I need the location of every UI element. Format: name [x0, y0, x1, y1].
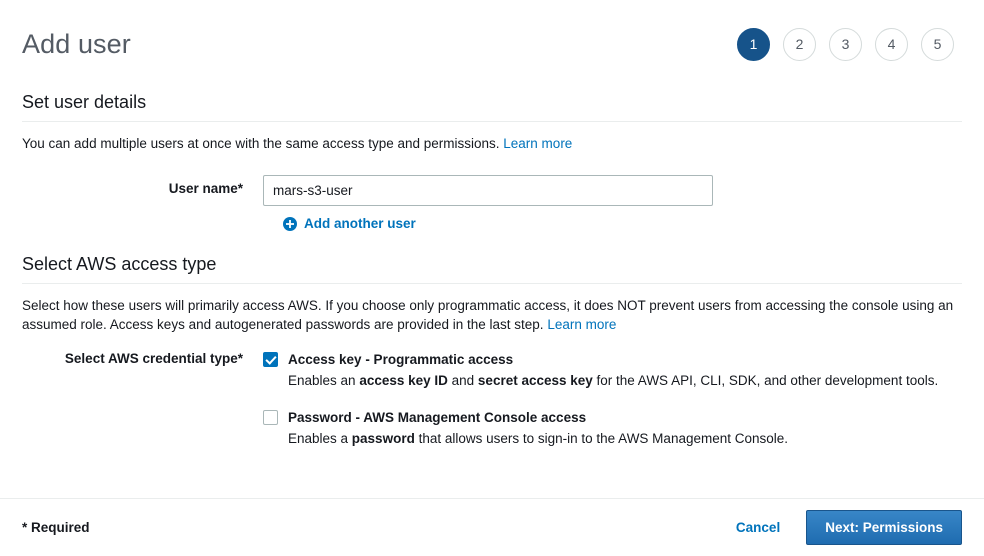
- select-access-type-title: Select AWS access type: [22, 253, 217, 274]
- username-input[interactable]: [263, 175, 713, 206]
- required-note: * Required: [22, 520, 90, 535]
- wizard-steps: [737, 28, 954, 61]
- username-row: [22, 175, 962, 206]
- select-access-type-section: [0, 254, 984, 466]
- divider: [22, 283, 962, 284]
- set-user-details-section: [0, 92, 984, 234]
- programmatic-access-title: Access key - Programmatic access: [288, 351, 514, 367]
- programmatic-access-text: [288, 350, 938, 390]
- set-user-details-title: Set user details: [22, 92, 147, 112]
- console-access-text: [288, 408, 788, 448]
- desc-bold-2: secret access key: [477, 372, 593, 388]
- desc-bold-1: access key ID: [359, 372, 448, 388]
- desc-bold-1: password: [351, 430, 415, 446]
- console-access-description: [288, 429, 788, 448]
- credential-type-label: Select AWS credential type*: [64, 350, 243, 366]
- wizard-step-5[interactable]: 5: [921, 28, 954, 61]
- desc-part-1: Enables an: [288, 372, 360, 388]
- page-footer: [0, 498, 984, 556]
- access-type-description: [22, 296, 962, 334]
- cancel-button[interactable]: Cancel: [732, 514, 784, 541]
- wizard-step-1[interactable]: 1: [737, 28, 770, 61]
- console-access-checkbox[interactable]: [263, 410, 278, 425]
- wizard-step-4[interactable]: 4: [875, 28, 908, 61]
- desc-part-1: Enables a: [288, 430, 352, 446]
- desc-part-3: for the AWS API, CLI, SDK, and other development tools.: [592, 372, 939, 388]
- credential-type-block: [22, 350, 962, 466]
- bottom-strip: [0, 552, 984, 556]
- access-type-description-line1: Select how these users will primarily access AWS. If you choose only programmatic access, it does NOT prevent users from accessing the console using: [22, 297, 935, 313]
- footer-actions: [732, 510, 962, 545]
- programmatic-access-checkbox[interactable]: [263, 352, 278, 367]
- console-access-title: Password - AWS Management Console access: [288, 409, 587, 425]
- desc-part-2: that allows users to sign-in to the AWS Management Console.: [414, 430, 789, 446]
- plus-circle-icon: [283, 217, 297, 231]
- page-header: [0, 0, 984, 72]
- programmatic-access-description: [288, 371, 938, 390]
- desc-part-2: and: [447, 372, 478, 388]
- access-type-learn-more-link[interactable]: Learn more: [547, 316, 617, 332]
- add-another-user-button[interactable]: [283, 216, 416, 231]
- user-details-learn-more-link[interactable]: Learn more: [503, 136, 573, 151]
- username-label: User name*: [168, 181, 243, 196]
- wizard-step-2[interactable]: 2: [783, 28, 816, 61]
- credential-option-password[interactable]: [263, 408, 962, 448]
- set-user-details-description: [22, 134, 962, 153]
- add-another-user-label: Add another user: [304, 216, 416, 231]
- access-type-description-line2: an assumed role. Access keys and autogenerated passwords are provided in the last step.: [22, 297, 954, 332]
- wizard-step-3[interactable]: 3: [829, 28, 862, 61]
- credential-option-programmatic[interactable]: [263, 350, 962, 390]
- next-permissions-button[interactable]: Next: Permissions: [806, 510, 962, 545]
- set-user-details-description-text: You can add multiple users at once with the same access type and permissions.: [22, 136, 500, 151]
- divider: [22, 121, 962, 122]
- credential-type-options: [263, 350, 962, 466]
- page-title: Add user: [22, 28, 131, 59]
